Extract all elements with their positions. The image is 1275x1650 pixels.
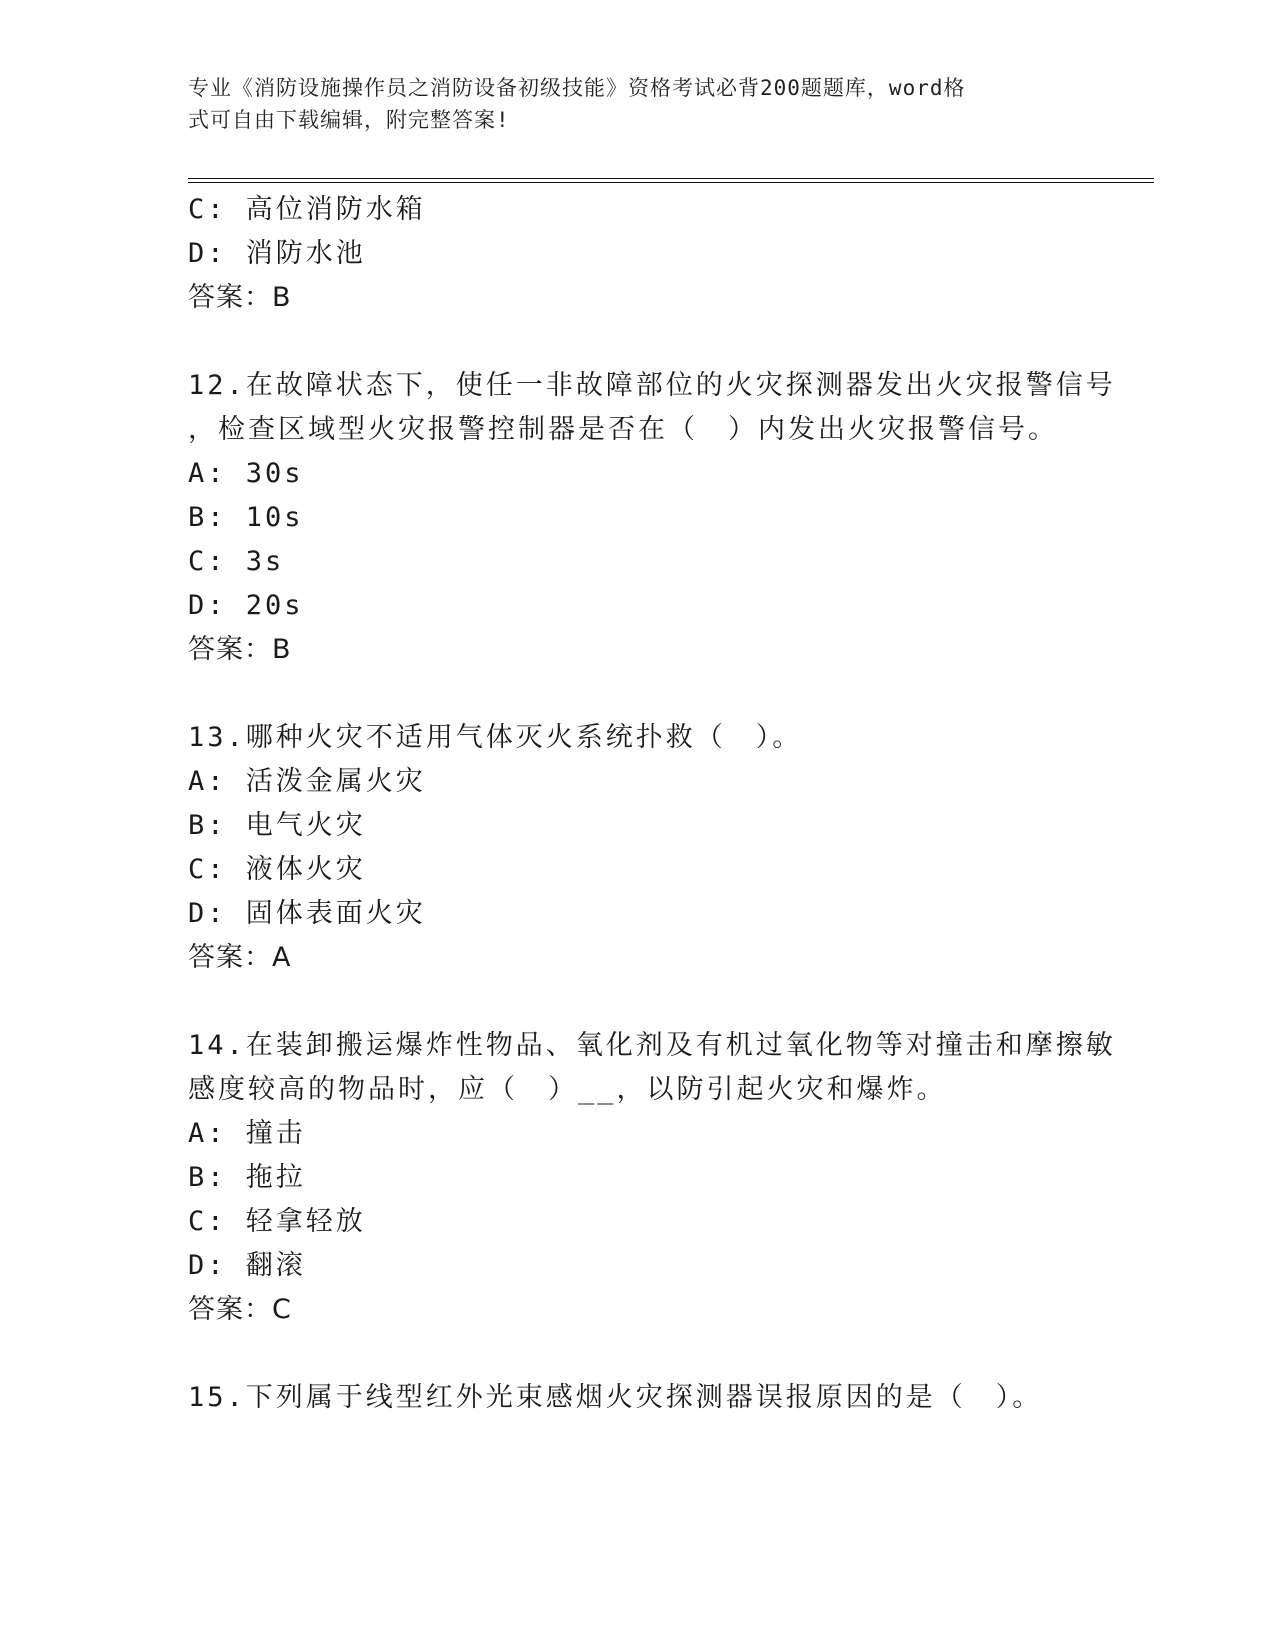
q12-stem-line1: 12.在故障状态下，使任一非故障部位的火灾探测器发出火灾报警信号 xyxy=(188,370,1116,401)
document-header xyxy=(188,72,1088,136)
header-divider-bottom xyxy=(188,182,1154,183)
q14-answer: 答案：C xyxy=(188,1294,292,1325)
q12-option-d: D: 20s xyxy=(188,590,304,621)
q13-option-a: A: 活泼金属火灾 xyxy=(188,766,426,797)
q13-answer: 答案：A xyxy=(188,942,292,973)
header-title-line2: 式可自由下载编辑，附完整答案! xyxy=(188,108,510,132)
q12-option-b: B: 10s xyxy=(188,502,304,533)
q13-option-b: B: 电气火灾 xyxy=(188,810,366,841)
q14-option-d: D: 翻滚 xyxy=(188,1250,306,1281)
q14-stem-line1: 14.在装卸搬运爆炸性物品、氧化剂及有机过氧化物等对撞击和摩擦敏 xyxy=(188,1030,1116,1061)
q11-option-c: C: 高位消防水箱 xyxy=(188,194,426,225)
q12-stem-line2: ，检查区域型火灾报警控制器是否在（ ）内发出火灾报警信号。 xyxy=(188,414,1058,445)
q13-stem: 13.哪种火灾不适用气体灭火系统扑救（ ）。 xyxy=(188,722,803,753)
q14-option-c: C: 轻拿轻放 xyxy=(188,1206,366,1237)
q13-option-d: D: 固体表面火灾 xyxy=(188,898,426,929)
q11-answer: 答案：B xyxy=(188,282,292,313)
header-divider-top xyxy=(188,178,1154,179)
q14-option-a: A: 撞击 xyxy=(188,1118,306,1149)
q12-answer: 答案：B xyxy=(188,634,292,665)
q11-option-d: D: 消防水池 xyxy=(188,238,366,269)
q14-stem-line2: 感度较高的物品时，应（ ）__，以防引起火灾和爆炸。 xyxy=(188,1074,947,1105)
header-title-line1: 专业《消防设施操作员之消防设备初级技能》资格考试必背200题题库，word格 xyxy=(188,76,966,100)
q14-option-b: B: 拖拉 xyxy=(188,1162,306,1193)
q13-option-c: C: 液体火灾 xyxy=(188,854,366,885)
q12-option-a: A: 30s xyxy=(188,458,304,489)
q12-option-c: C: 3s xyxy=(188,546,285,577)
q15-stem: 15.下列属于线型红外光束感烟火灾探测器误报原因的是（ ）。 xyxy=(188,1382,1043,1413)
